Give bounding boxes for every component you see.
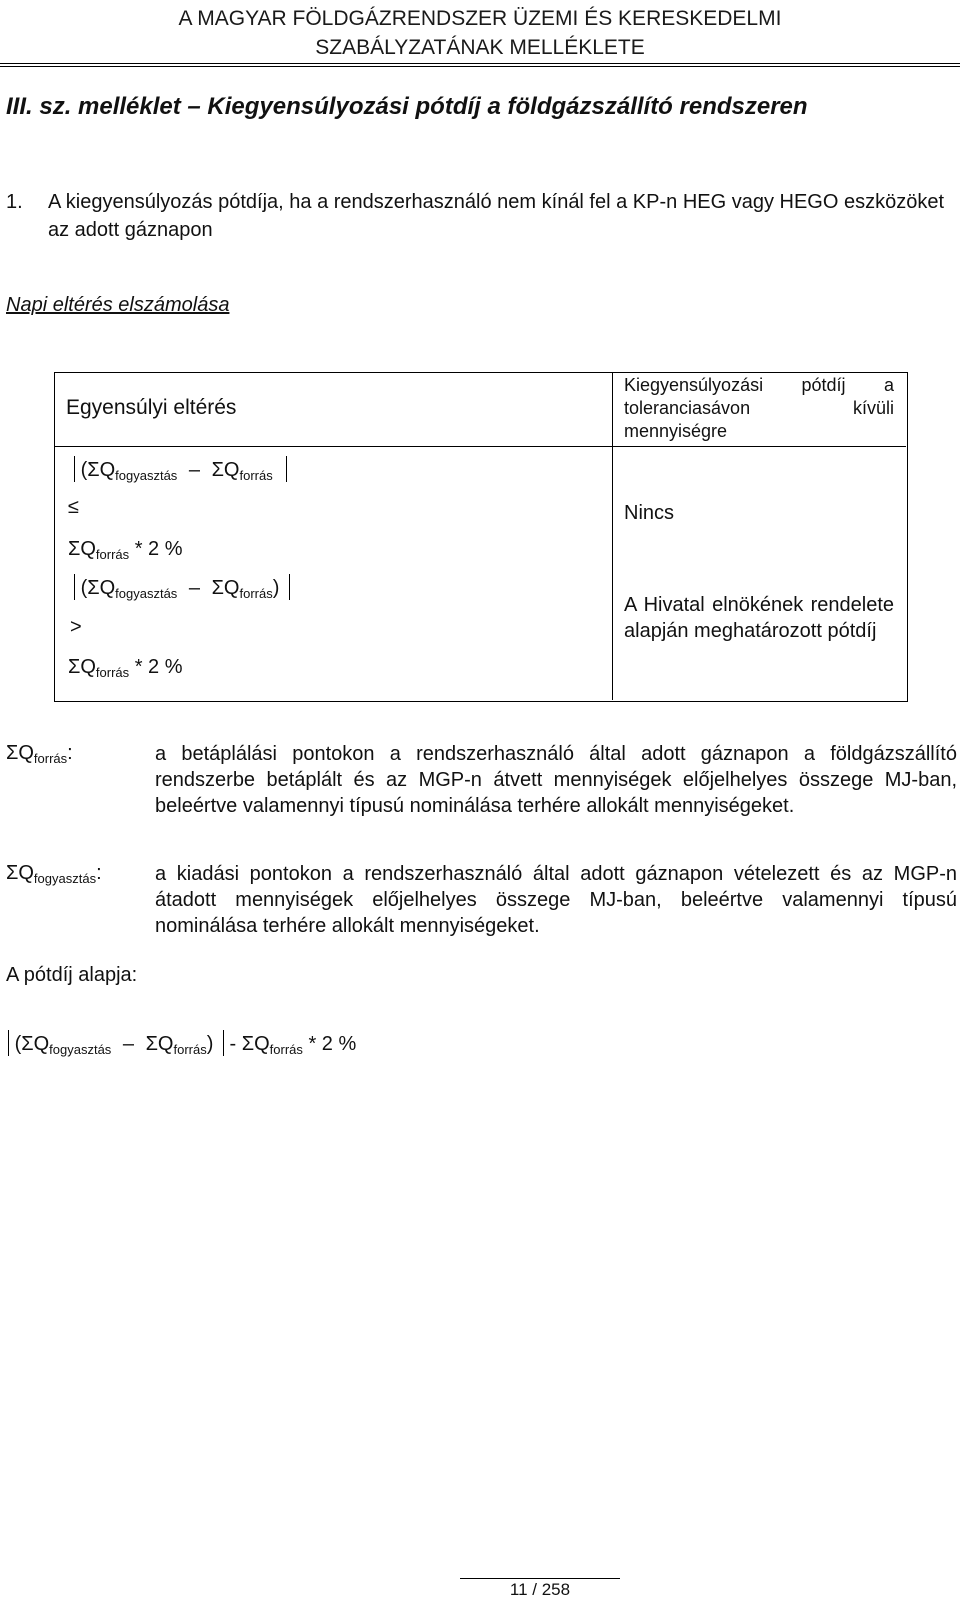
napi-elteres-heading: Napi eltérés elszámolása: [6, 294, 230, 316]
row1-threshold: [68, 538, 183, 562]
sigma-q: ΣQ: [6, 742, 34, 764]
minus-sign: –: [188, 459, 200, 481]
row2-formula-abs: [74, 574, 290, 601]
abs-bar-left: [74, 456, 75, 482]
abs-bar-left: [8, 1030, 9, 1056]
paren-close: ): [206, 1033, 214, 1055]
sub-forras: forrás: [239, 468, 273, 483]
sigma-q: ΣQ: [145, 1033, 174, 1055]
sub-fogyasztas: fogyasztás: [115, 468, 178, 483]
header-line-2: SZABÁLYZATÁNAK MELLÉKLETE: [315, 36, 645, 59]
sigma-q: ΣQ: [211, 459, 240, 481]
sub-fogyasztas: fogyasztás: [49, 1042, 112, 1057]
sigma-q: ΣQ: [87, 459, 116, 481]
paren-open: (: [14, 1033, 22, 1055]
percent-text: * 2 %: [302, 1033, 357, 1055]
row1-operator: ≤: [68, 496, 79, 518]
paren-open: (: [80, 577, 88, 599]
term-colon: :: [67, 742, 73, 764]
sub-forras: forrás: [95, 547, 130, 562]
abs-bar-right: [289, 574, 290, 600]
header-rule: [0, 63, 960, 64]
sigma-q: ΣQ: [6, 862, 34, 884]
sub-forras: forrás: [239, 586, 273, 601]
row2-operator: >: [70, 616, 82, 638]
term-subscript: fogyasztás: [33, 871, 97, 886]
sigma-q: ΣQ: [241, 1033, 270, 1055]
surcharge-base-label: A pótdíj alapja:: [6, 964, 138, 986]
abs-bar-left: [74, 574, 75, 600]
sigma-q: ΣQ: [211, 577, 240, 599]
section-heading: A kiegyensúlyozás pótdíja, ha a rendszerhasználó nem kínál fel a KP-n HEG vagy HEGO eszközöket az adott gáznapon: [48, 191, 945, 241]
minus-sign: –: [122, 1033, 134, 1055]
abs-bar-right: [286, 456, 287, 482]
row1-formula-abs: [74, 456, 287, 483]
sub-forras: forrás: [269, 1042, 303, 1057]
sigma-q: ΣQ: [21, 1033, 50, 1055]
definition-text-forras: a betáplálási pontokon a rendszerhasználó által adott gáznapon a földgázszállító rendszerbe betáplált és az MGP-n átvett mennyiségek előjelhelyes összege MJ-ban, beleértve valamennyi típusú nominálása terhére allokált mennyiségeket.: [155, 743, 957, 817]
definition-text-fogyasztas: a kiadási pontokon a rendszerhasználó által adott gáznapon vételezett és az MGP-n átadott mennyiségek előjelhelyes összege MJ-ban, beleértve valamennyi típusú nominálása terhére allokált mennyiségeket.: [155, 863, 957, 937]
section-number: 1.: [6, 191, 23, 213]
sub-forras: forrás: [95, 665, 130, 680]
row2-surcharge: A Hivatal elnökének rendelete alapján meghatározott pótdíj: [624, 594, 894, 642]
definition-term-forras: [6, 742, 73, 766]
sub-forras: forrás: [173, 1042, 207, 1057]
sigma-q: ΣQ: [87, 577, 116, 599]
footer-rule: [460, 1578, 620, 1579]
minus-sign: –: [188, 577, 200, 599]
header-line-1: A MAGYAR FÖLDGÁZRENDSZER ÜZEMI ÉS KERESKEDELMI: [178, 7, 782, 30]
row2-threshold: [68, 656, 183, 680]
document-header: [0, 4, 960, 62]
term-subscript: forrás: [33, 751, 68, 766]
header-rule-second: [0, 66, 960, 67]
surcharge-base-formula: [8, 1030, 356, 1057]
sigma-q: ΣQ: [68, 538, 96, 560]
percent-text: * 2 %: [129, 538, 183, 560]
minus-text: -: [223, 1033, 242, 1055]
table-column-divider: [612, 372, 613, 700]
table-header-deviation: Egyensúlyi eltérés: [66, 396, 237, 419]
paren-open: (: [80, 459, 88, 481]
paren-close: ): [272, 577, 280, 599]
table-header-divider: [54, 446, 906, 447]
row1-surcharge: Nincs: [624, 502, 675, 524]
term-colon: :: [96, 862, 102, 884]
percent-text: * 2 %: [129, 656, 183, 678]
sigma-q: ΣQ: [68, 656, 96, 678]
annex-title: III. sz. melléklet – Kiegyensúlyozási pótdíj a földgázszállító rendszeren: [6, 93, 808, 120]
table-header-surcharge: Kiegyensúlyozási pótdíj a toleranciasávon kívüli mennyiségre: [624, 375, 894, 441]
sub-fogyasztas: fogyasztás: [115, 586, 178, 601]
definition-term-fogyasztas: [6, 862, 102, 886]
page-number: 11 / 258: [509, 1580, 571, 1599]
